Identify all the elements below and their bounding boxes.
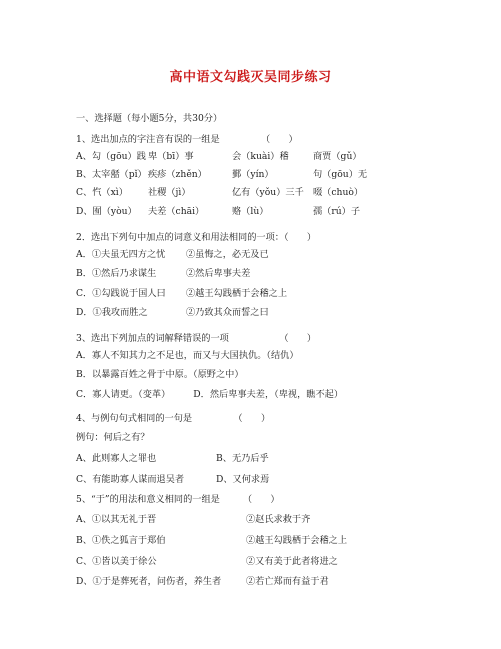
q1-option-a <box>76 151 456 163</box>
q1-d-2: 夫差（chāi） <box>148 206 205 217</box>
q5-d-1: D、①于是葬死者，问伤者，养生者 <box>76 576 222 587</box>
q2-d-2: ②乃致其众而誓之曰 <box>186 307 269 318</box>
q2-c-1: C．①勾践说于国人曰 <box>76 288 166 299</box>
q3-stem: 3、选出下列加点的词解释错误的一项 （ ） <box>76 333 317 344</box>
q5-option-c <box>76 556 456 568</box>
q2-b-1: B．①然后乃求谋生 <box>76 268 157 279</box>
q4-row-2 <box>76 474 456 486</box>
q1-c-3: 亿有（yǒu）三千 <box>232 187 304 198</box>
q5-c-2: ②又有美于此者将进之 <box>246 556 338 567</box>
q1-stem: 1、选出加点的字注音有误的一组是 （ ） <box>76 134 298 145</box>
q2-d-1: D．①我攻而胜之 <box>76 307 148 318</box>
q2-a-2: ②虽悔之，必无及已 <box>186 249 269 260</box>
q2-stem: 2．选出下列句中加点的词意义和用法相同的一项：（ ） <box>76 232 317 243</box>
q5-d-2: ②若亡郑而有益于君 <box>246 576 329 587</box>
q1-c-4: 啜（chuò） <box>313 187 364 198</box>
q4-option-d: D、又何求焉 <box>216 474 270 485</box>
q2-option-d <box>76 307 456 319</box>
q2-c-2: ②越王勾践栖于会稽之上 <box>186 288 288 299</box>
q5-a-1: A、①以其无礼于晋 <box>76 514 157 525</box>
q1-a-2: 卑（bī）事 <box>148 151 194 162</box>
q1-b-2: 疾疹（zhěn） <box>148 169 207 180</box>
q5-option-b <box>76 535 456 547</box>
q1-b-4: 句（gōu）无 <box>313 169 368 180</box>
q1-c-2: 社稷（jì） <box>148 187 191 198</box>
q5-option-a <box>76 514 456 526</box>
q5-b-1: B、①佚之狐言于郑伯 <box>76 535 166 546</box>
q4-example: 例句：何后之有？ <box>76 432 150 443</box>
q1-a-3: 会（kuài）稽 <box>232 151 289 162</box>
q1-a-4: 商贾（gǔ） <box>313 151 362 162</box>
q1-b-3: 鄞（yín） <box>232 169 274 180</box>
q2-option-b <box>76 268 456 280</box>
q2-option-c <box>76 288 456 300</box>
q4-option-b: B、无乃后乎 <box>216 453 269 464</box>
q4-stem: 4、与例句句式相同的一句是 （ ） <box>76 413 271 424</box>
q4-option-c: C、有能助寡人谋而退吴者 <box>76 474 185 485</box>
q1-option-d <box>76 206 456 218</box>
q1-b-1: B、太宰嚭（pǐ） <box>76 169 147 180</box>
q1-option-c <box>76 187 456 199</box>
page-title: 高中语文勾践灭吴同步练习 <box>169 70 332 85</box>
q2-b-2: ②然后卑事夫差 <box>186 268 251 279</box>
q1-d-1: D、囿（yòu） <box>76 206 137 217</box>
q3-option-a: A．寡人不知其力之不足也，而又与大国执仇。（结仇） <box>76 350 299 361</box>
q5-option-d <box>76 576 456 588</box>
q5-a-2: ②赵氏求救于齐 <box>246 514 311 525</box>
q3-option-cd: C．寡人请更。（变革） D．然后卑事夫差，（卑视，瞧不起） <box>76 389 344 400</box>
q4-row-1 <box>76 453 456 465</box>
q5-c-1: C、①皆以美于徐公 <box>76 556 157 567</box>
q1-a-1: A、勾（gōu）践 <box>76 151 146 162</box>
q1-d-3: 赂（lù） <box>232 206 269 217</box>
q5-stem: 5、“于”的用法和意义相同的一组是 （ ） <box>76 494 280 505</box>
q1-d-4: 孺（rú）子 <box>313 206 361 217</box>
q3-option-b: B．以暴露百姓之骨于中原。（原野之中） <box>76 369 244 380</box>
q2-a-1: A．①夫虽无四方之忧 <box>76 249 166 260</box>
q5-b-2: ②越王勾践栖于会稽之上 <box>246 535 348 546</box>
q1-option-b <box>76 169 456 181</box>
q4-option-a: A、此则寡人之罪也 <box>76 453 157 464</box>
q2-option-a <box>76 249 456 261</box>
q1-c-1: C、忾（xì） <box>76 187 128 198</box>
section-heading: 一、选择题（每小题5分，共30分） <box>76 113 223 124</box>
